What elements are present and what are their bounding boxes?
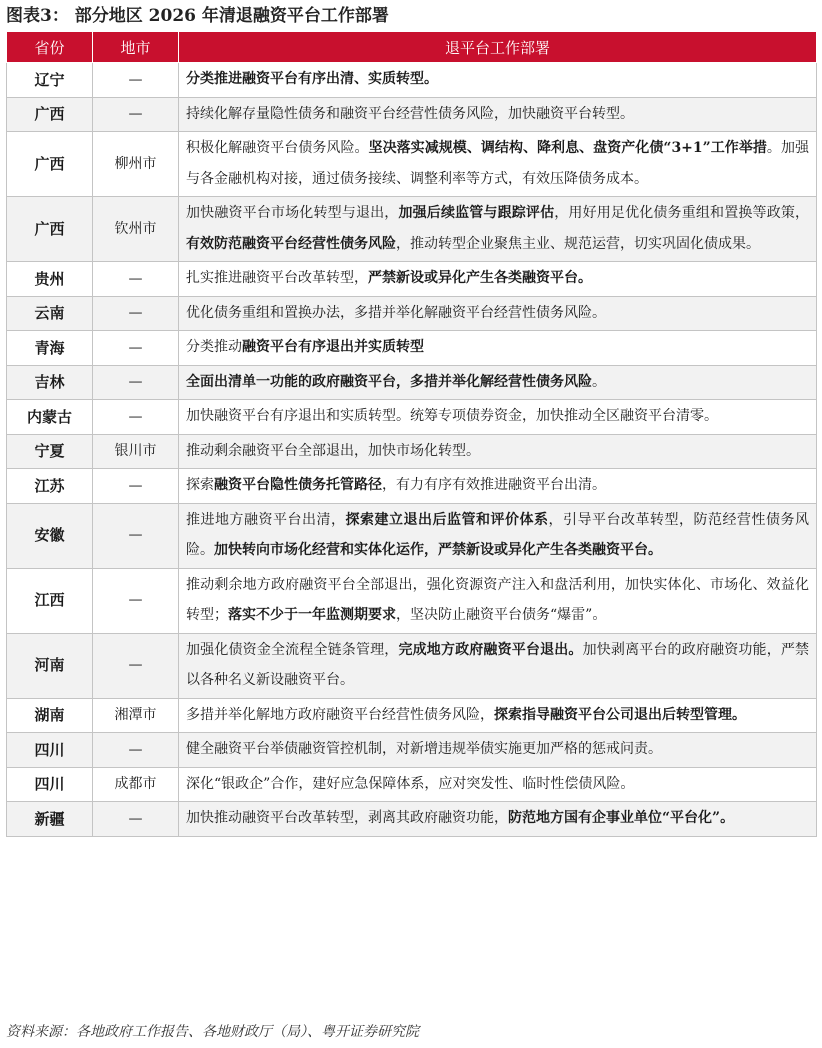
table-row	[7, 733, 817, 768]
province-cell: 宁夏	[7, 434, 93, 469]
table-row	[7, 132, 817, 197]
deployment-cell	[179, 503, 817, 568]
deployment-text-bold: 融资平台有序退出并实质转型	[242, 339, 424, 355]
province-cell: 青海	[7, 331, 93, 366]
deployment-cell	[179, 296, 817, 331]
deployment-text: ，推动转型企业聚焦主业、规范运营，切实巩固化债成果。	[396, 235, 760, 252]
deployment-cell	[179, 63, 817, 98]
table-row	[7, 434, 817, 469]
table-row	[7, 296, 817, 331]
table-header-row	[7, 32, 817, 63]
province-cell: 辽宁	[7, 63, 93, 98]
deployment-text-bold: 严禁新设或异化产生各类融资平台。	[368, 270, 592, 286]
city-cell: 成都市	[93, 767, 179, 802]
deployment-cell	[179, 802, 817, 837]
city-cell: —	[93, 469, 179, 504]
province-cell: 河南	[7, 633, 93, 698]
deployment-text: 优化债务重组和置换办法，多措并举化解融资平台经营性债务风险。	[186, 304, 606, 321]
city-cell: —	[93, 262, 179, 297]
deployment-cell	[179, 97, 817, 132]
city-cell: —	[93, 802, 179, 837]
province-cell: 广西	[7, 132, 93, 197]
deployment-text: 。	[592, 373, 606, 390]
province-cell: 安徽	[7, 503, 93, 568]
province-cell: 四川	[7, 733, 93, 768]
deployment-text: ，坚决防止融资平台债务“爆雷”。	[396, 607, 607, 623]
deployment-text: 加快推动融资平台改革转型，剥离其政府融资功能，	[186, 810, 508, 826]
deployment-table	[6, 31, 817, 837]
deployment-text: 推动剩余融资平台全部退出，加快市场化转型。	[186, 442, 480, 459]
deployment-cell	[179, 733, 817, 768]
deployment-text-bold: 有效防范融资平台经营性债务风险	[186, 235, 396, 252]
deployment-text: 加快剥离平台的政府融资功能，严禁以各种名义新设融资平台。	[186, 641, 810, 688]
table-row	[7, 365, 817, 400]
deployment-cell	[179, 469, 817, 504]
deployment-text-bold: 防范地方国有企事业单位“平台化”。	[508, 810, 735, 826]
city-cell: 湘潭市	[93, 698, 179, 733]
city-cell: 钦州市	[93, 197, 179, 262]
deployment-cell	[179, 262, 817, 297]
deployment-text: ，有力有序有效推进融资平台出清。	[382, 477, 606, 493]
deployment-text-bold: 落实不少于一年监测期要求	[228, 607, 396, 623]
city-cell: —	[93, 331, 179, 366]
province-cell: 贵州	[7, 262, 93, 297]
table-row	[7, 633, 817, 698]
city-cell: —	[93, 97, 179, 132]
deployment-text: 积极化解融资平台债务风险。	[186, 140, 369, 156]
province-cell: 云南	[7, 296, 93, 331]
table-row	[7, 331, 817, 366]
deployment-cell	[179, 698, 817, 733]
deployment-text-bold: 加快转向市场化经营和实体化运作，严禁新设或异化产生各类融资平台。	[214, 542, 662, 558]
deployment-text: 分类推动	[186, 339, 242, 355]
province-cell: 湖南	[7, 698, 93, 733]
deployment-text-bold: 探索建立退出后监管和评价体系	[345, 511, 549, 528]
province-cell: 广西	[7, 197, 93, 262]
source-note: 资料来源：各地政府工作报告、各地财政厅（局）、粤开证券研究院	[6, 1024, 419, 1040]
province-cell: 江苏	[7, 469, 93, 504]
deployment-text: 加快融资平台有序退出和实质转型。统筹专项债券资金，加快推动全区融资平台清零。	[186, 408, 718, 424]
city-cell: —	[93, 568, 179, 633]
table-row	[7, 400, 817, 435]
table-row	[7, 63, 817, 98]
city-cell: —	[93, 503, 179, 568]
header-deployment: 退平台工作部署	[179, 32, 817, 63]
deployment-text: 加快融资平台市场化转型与退出，	[186, 205, 399, 221]
deployment-cell	[179, 568, 817, 633]
deployment-text: 持续化解存量隐性债务和融资平台经营性债务风险，加快融资平台转型。	[186, 105, 634, 122]
city-cell: —	[93, 63, 179, 98]
deployment-text-bold: 分类推进融资平台有序出清、实质转型。	[186, 71, 438, 87]
province-cell: 江西	[7, 568, 93, 633]
city-cell: —	[93, 400, 179, 435]
deployment-text: ，引导平台改革转型，防范经营性债务风险。	[186, 511, 809, 558]
deployment-text: ，用好用足优化债务重组和置换等政策，	[554, 205, 810, 221]
deployment-text: 深化“银政企”合作，建好应急保障体系，应对突发性、临时性偿债风险。	[186, 775, 635, 792]
table-row	[7, 97, 817, 132]
deployment-text: 多措并举化解地方政府融资平台经营性债务风险，	[186, 706, 494, 723]
deployment-cell	[179, 434, 817, 469]
deployment-text: 推进地方融资平台出清，	[186, 511, 346, 528]
table-row	[7, 469, 817, 504]
table-row	[7, 568, 817, 633]
deployment-text: 加强化债资金全流程全链条管理，	[186, 641, 399, 658]
deployment-cell	[179, 767, 817, 802]
city-cell: 银川市	[93, 434, 179, 469]
city-cell: —	[93, 365, 179, 400]
table-row	[7, 767, 817, 802]
deployment-text-bold: 完成地方政府融资平台退出。	[398, 641, 583, 658]
deployment-text-bold: 加强后续监管与跟踪评估	[398, 205, 555, 221]
deployment-text-bold: 探索指导融资平台公司退出后转型管理。	[494, 706, 746, 723]
deployment-text: 扎实推进融资平台改革转型，	[186, 270, 368, 286]
deployment-cell	[179, 633, 817, 698]
deployment-cell	[179, 132, 817, 197]
table-row	[7, 802, 817, 837]
city-cell: —	[93, 296, 179, 331]
deployment-text-bold: 融资平台隐性债务托管路径	[214, 477, 382, 493]
figure-title: 图表3： 部分地区 2026 年清退融资平台工作部署	[6, 6, 389, 26]
deployment-cell	[179, 365, 817, 400]
province-cell: 内蒙古	[7, 400, 93, 435]
province-cell: 广西	[7, 97, 93, 132]
table-row	[7, 503, 817, 568]
province-cell: 新疆	[7, 802, 93, 837]
province-cell: 吉林	[7, 365, 93, 400]
city-cell: —	[93, 733, 179, 768]
city-cell: —	[93, 633, 179, 698]
deployment-text: 。加强与各金融机构对接，通过债务接续、调整利率等方式，有效压降债务成本。	[186, 140, 810, 187]
table-body	[7, 63, 817, 837]
header-city: 地市	[93, 32, 179, 63]
table-row	[7, 698, 817, 733]
deployment-text: 探索	[186, 477, 214, 493]
deployment-cell	[179, 400, 817, 435]
deployment-cell	[179, 197, 817, 262]
table-row	[7, 262, 817, 297]
deployment-text-bold: 坚决落实减规模、调结构、降利息、盘资产化债“3+1”工作举措	[368, 140, 767, 156]
header-province: 省份	[7, 32, 93, 63]
province-cell: 四川	[7, 767, 93, 802]
table-row	[7, 197, 817, 262]
deployment-text: 健全融资平台举债融资管控机制，对新增违规举债实施更加严格的惩戒问责。	[186, 741, 662, 757]
deployment-text-bold: 全面出清单一功能的政府融资平台，多措并举化解经营性债务风险	[186, 373, 592, 390]
deployment-cell	[179, 331, 817, 366]
city-cell: 柳州市	[93, 132, 179, 197]
deployment-text: 推动剩余地方政府融资平台全部退出，强化资源资产注入和盘活利用，加快实体化、市场化、效益化转型；	[186, 576, 809, 623]
